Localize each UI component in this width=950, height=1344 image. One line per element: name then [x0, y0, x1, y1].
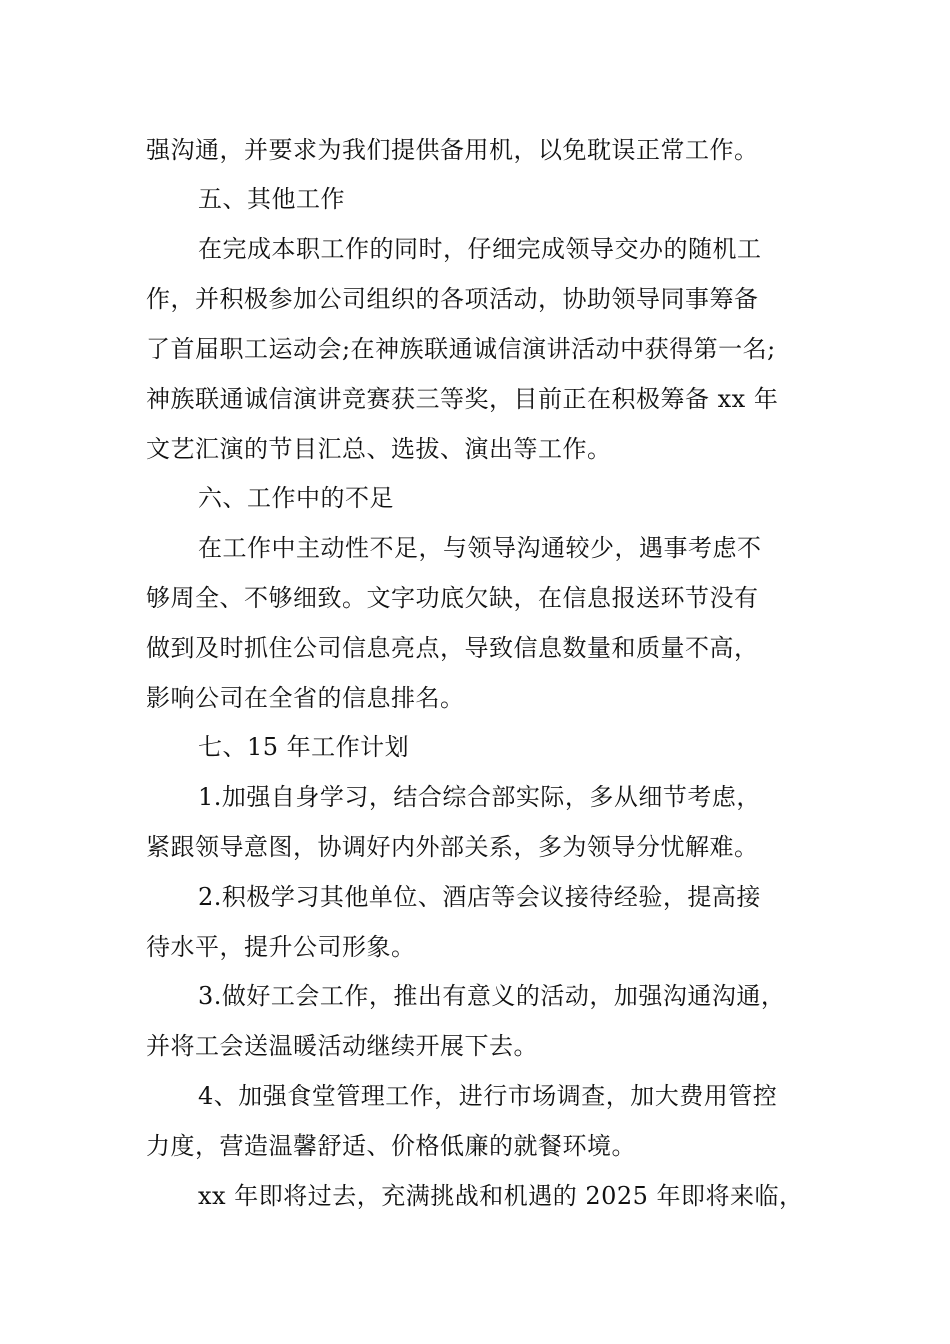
text-line: 文艺汇演的节目汇总、选拔、演出等工作。	[146, 435, 612, 463]
text-line: 3.做好工会工作，推出有意义的活动，加强沟通沟通，	[198, 982, 786, 1010]
text-line: 做到及时抓住公司信息亮点，导致信息数量和质量不高，	[146, 634, 759, 662]
text-line: 神族联通诚信演讲竞赛获三等奖，目前正在积极筹备 xx 年	[146, 385, 779, 413]
text-line: 够周全、不够细致。文字功底欠缺，在信息报送环节没有	[146, 584, 759, 612]
text-line: 2.积极学习其他单位、酒店等会议接待经验，提高接	[198, 883, 761, 911]
text-line: 待水平，提升公司形象。	[146, 933, 416, 961]
text-line: 影响公司在全省的信息排名。	[146, 684, 465, 712]
text-line: 作，并积极参加公司组织的各项活动，协助领导同事筹备	[146, 285, 759, 313]
text-line: 在工作中主动性不足，与领导沟通较少，遇事考虑不	[198, 534, 762, 562]
text-line: 紧跟领导意图，协调好内外部关系，多为领导分忧解难。	[146, 833, 759, 861]
text-line: 力度，营造温馨舒适、价格低廉的就餐环境。	[146, 1132, 636, 1160]
section-heading: 五、其他工作	[198, 185, 345, 213]
text-line: 强沟通，并要求为我们提供备用机，以免耽误正常工作。	[146, 136, 759, 164]
text-line: 4、加强食堂管理工作，进行市场调查，加大费用管控	[198, 1082, 778, 1110]
section-heading: 六、工作中的不足	[198, 484, 394, 512]
text-line: 了首届职工运动会;在神族联通诚信演讲活动中获得第一名;	[146, 335, 776, 363]
text-line: 并将工会送温暖活动继续开展下去。	[146, 1032, 538, 1060]
section-heading: 七、15 年工作计划	[198, 733, 410, 761]
text-line: xx 年即将过去，充满挑战和机遇的 2025 年即将来临，	[198, 1182, 804, 1210]
text-line: 在完成本职工作的同时，仔细完成领导交办的随机工	[198, 235, 762, 263]
text-line: 1.加强自身学习，结合综合部实际，多从细节考虑，	[198, 783, 761, 811]
